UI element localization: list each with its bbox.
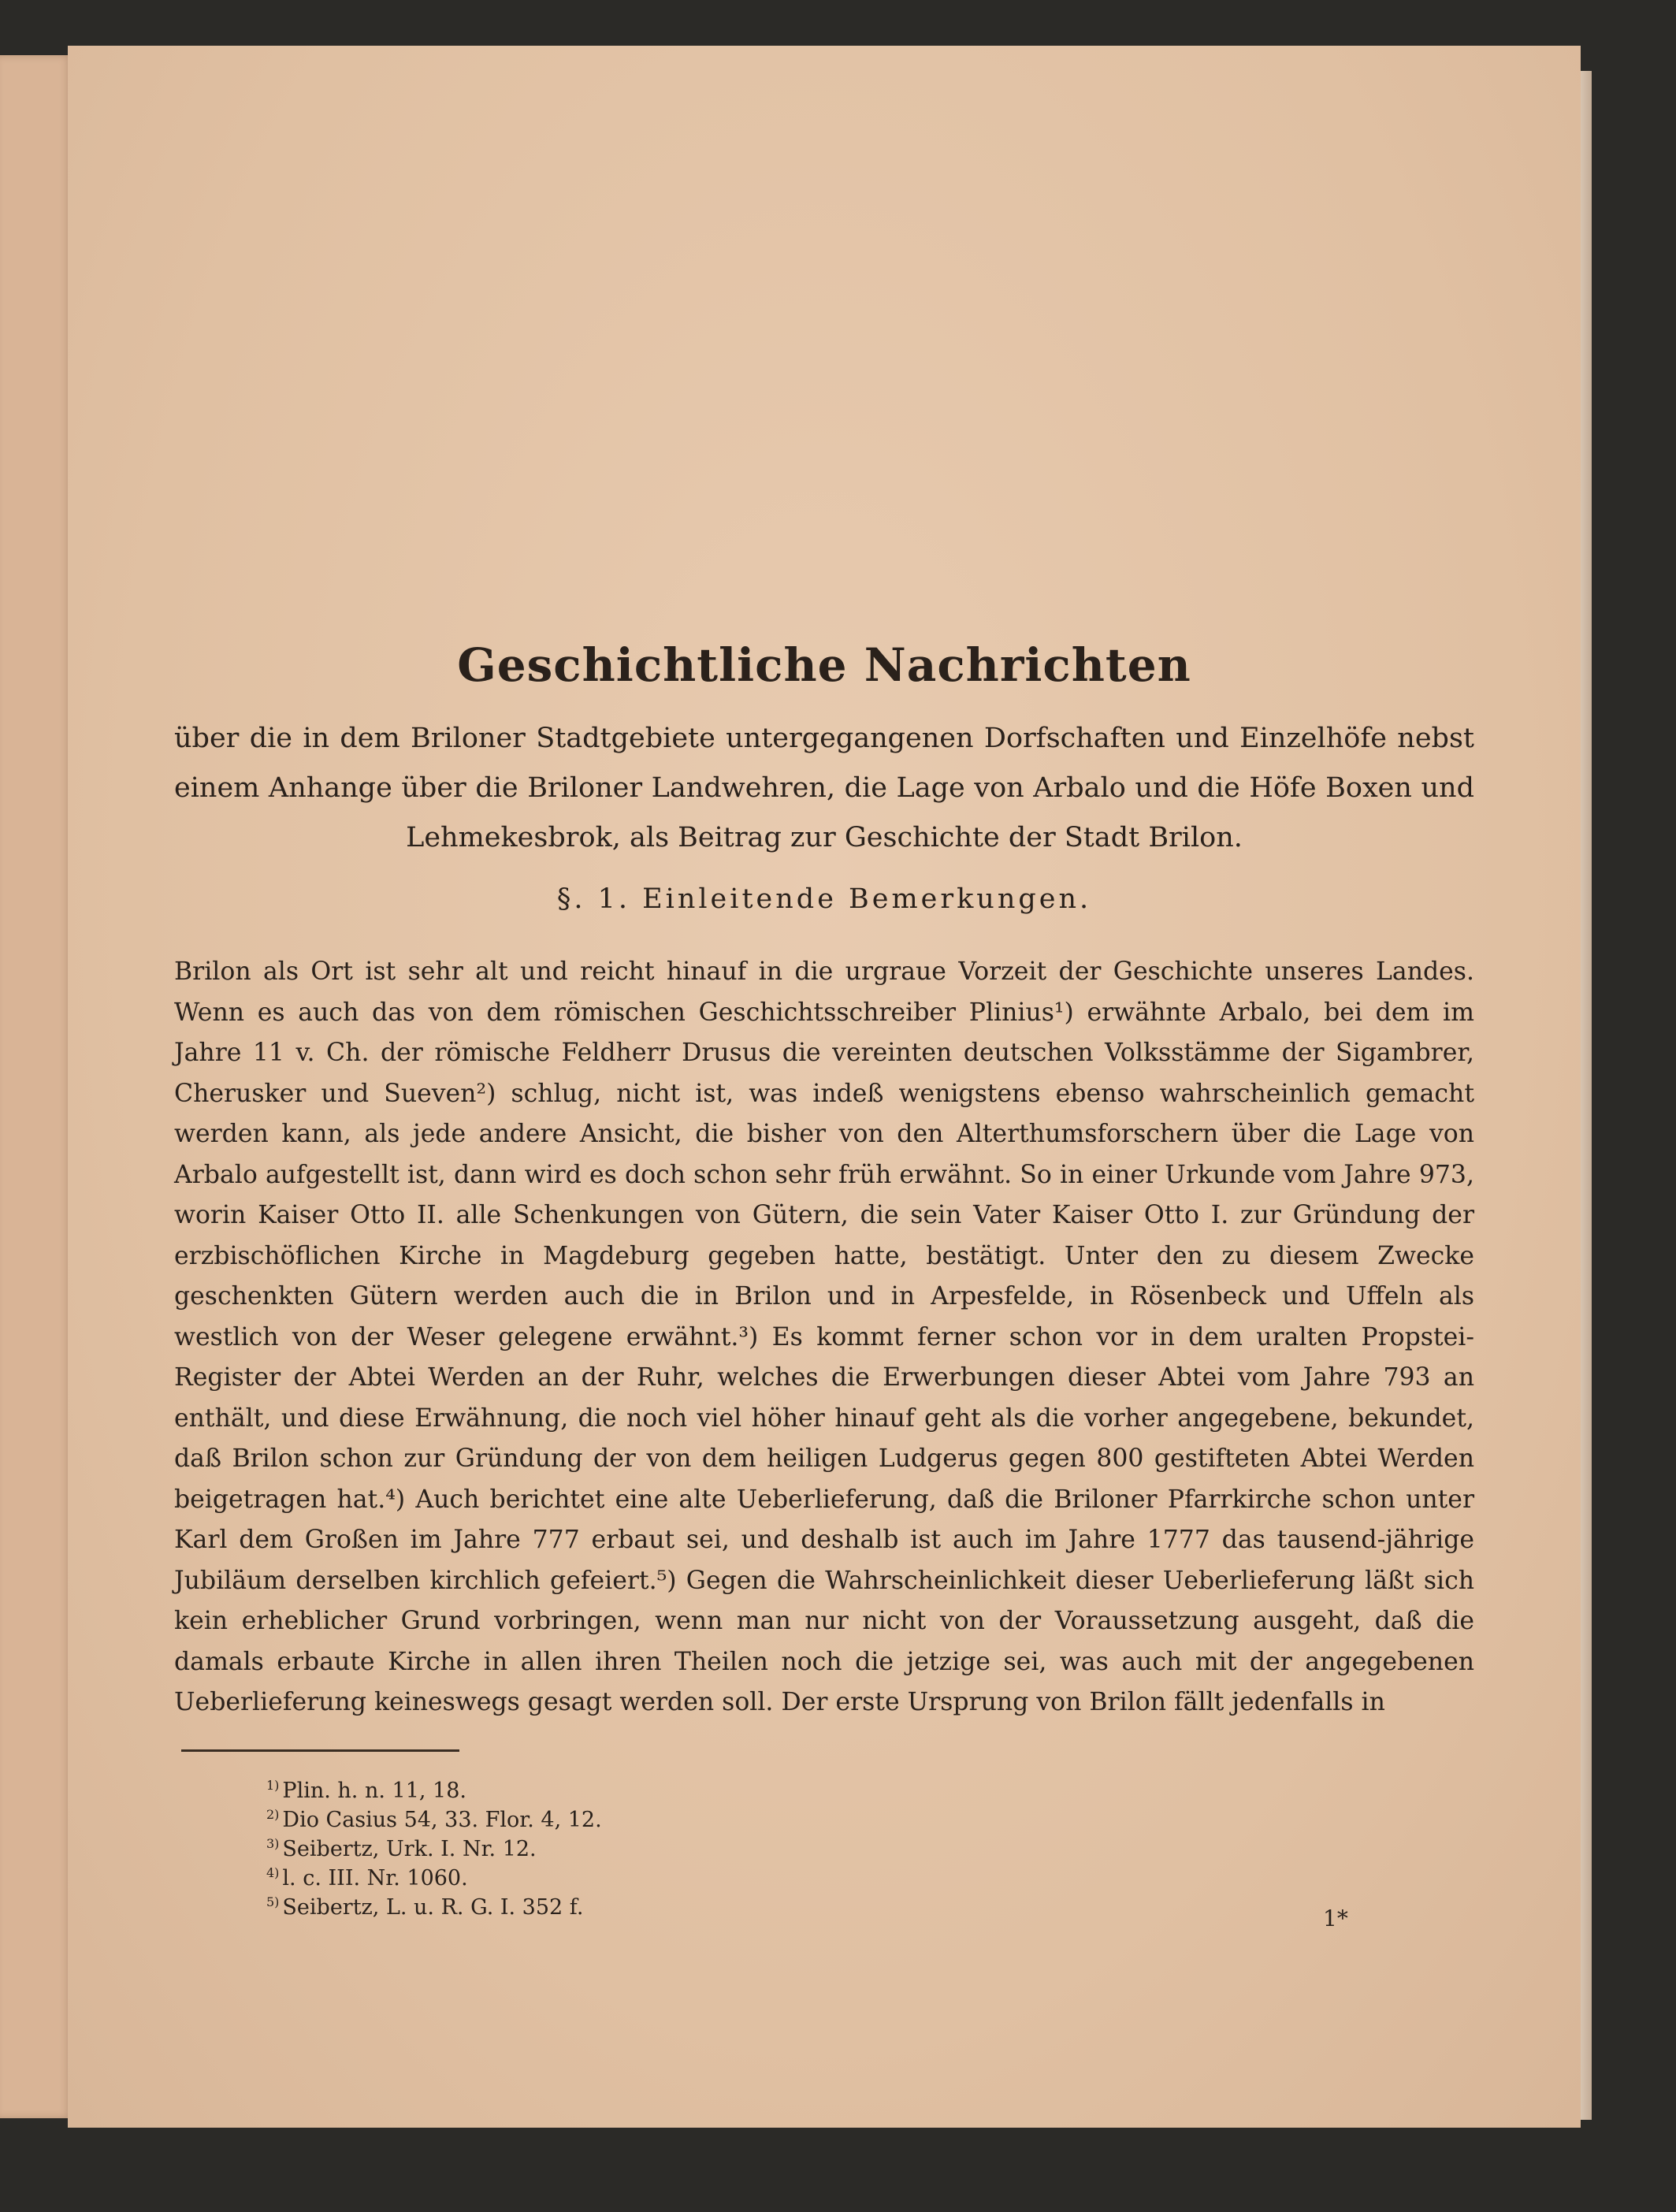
footnote-mark: 1) — [266, 1778, 280, 1793]
footnote-text: Seibertz, L. u. R. G. I. 352 f. — [282, 1895, 584, 1920]
footnote-text: l. c. III. Nr. 1060. — [282, 1866, 468, 1890]
signature-mark: 1* — [1323, 1905, 1348, 1931]
section-heading: §. 1. Einleitende Bemerkungen. — [556, 883, 1092, 915]
left-page-edge — [0, 55, 75, 2118]
footnote-text: Plin. h. n. 11, 18. — [282, 1779, 466, 1803]
footnote-text: Dio Casius 54, 33. Flor. 4, 12. — [282, 1808, 602, 1832]
page-title: Geschichtliche Nachrichten — [457, 638, 1191, 692]
footnote-text: Seibertz, Urk. I. Nr. 12. — [282, 1837, 537, 1861]
page-subtitle: über die in dem Briloner Stadtgebiete untergegangenen Dorfschaften und Einzelhöfe nebst einem Anhange über die Briloner Landwehren, die Lage von Arbalo und die Höfe Boxen und Lehmekesbrok, als Beitrag zur Geschichte der Stadt Brilon. — [174, 723, 1474, 853]
footnote-2 — [266, 1803, 975, 1832]
page-content — [68, 46, 1581, 2128]
document-page — [68, 46, 1581, 2128]
footnote-1 — [266, 1774, 975, 1803]
footnote-5 — [266, 1890, 975, 1920]
footnote-3 — [266, 1832, 975, 1861]
footnote-mark: 2) — [266, 1807, 280, 1822]
footnote-mark: 3) — [266, 1836, 280, 1851]
footnotes — [266, 1774, 975, 1920]
body-paragraph: Brilon als Ort ist sehr alt und reicht hinauf in die urgraue Vorzeit der Geschichte unseres Landes. Wenn es auch das von dem römischen Geschichtsschreiber Plinius¹) erwähnte Arbalo, bei dem im Jahre 11 v. Ch. der römische Feldherr Drusus die vereinten deutschen Volksstämme der Sigambrer, Cherusker und Sueven²) schlug, nicht ist, was indeß wenigstens ebenso wahrscheinlich gemacht werden kann, als jede andere Ansicht, die bisher von den Alterthumsforschern über die Lage von Arbalo aufgestellt ist, dann wird es doch schon sehr früh erwähnt. So in einer Urkunde vom Jahre 973, worin Kaiser Otto II. alle Schenkungen von Gütern, die sein Vater Kaiser Otto I. zur Gründung der erzbischöflichen Kirche in Magdeburg gegeben hatte, bestätigt. Unter den zu diesem Zwecke geschenkten Gütern werden auch die in Brilon und in Arpesfelde, in Rösenbeck und Uffeln als westlich von der Weser gelegene erwähnt.³) Es kommt ferner schon vor in dem uralten Propstei-Register der Abtei Werden an der Ruhr, welches die Erwerbungen dieser Abtei vom Jahre 793 an enthält, und diese Erwähnung, die noch viel höher hinauf geht als die vorher angegebene, bekundet, daß Brilon schon zur Gründung der von dem heiligen Ludgerus gegen 800 gestifteten Abtei Werden beigetragen hat.⁴) Auch berichtet eine alte Ueberlieferung, daß die Briloner Pfarrkirche schon unter Karl dem Großen im Jahre 777 erbaut sei, und deshalb ist auch im Jahre 1777 das tausend-jährige Jubiläum derselben kirchlich gefeiert.⁵) Gegen die Wahrscheinlichkeit dieser Ueberlieferung läßt sich kein erheblicher Grund vorbringen, wenn man nur nicht von der Voraussetzung ausgeht, daß die damals erbaute Kirche in allen ihren Theilen noch die jetzige sei, was auch mit der angegebenen Ueberlieferung keineswegs gesagt werden soll. Der erste Ursprung von Brilon fällt jedenfalls in — [174, 957, 1474, 1716]
footnote-mark: 4) — [266, 1865, 280, 1880]
footnote-divider — [181, 1749, 459, 1752]
footnote-4 — [266, 1861, 975, 1890]
footnote-mark: 5) — [266, 1894, 280, 1909]
